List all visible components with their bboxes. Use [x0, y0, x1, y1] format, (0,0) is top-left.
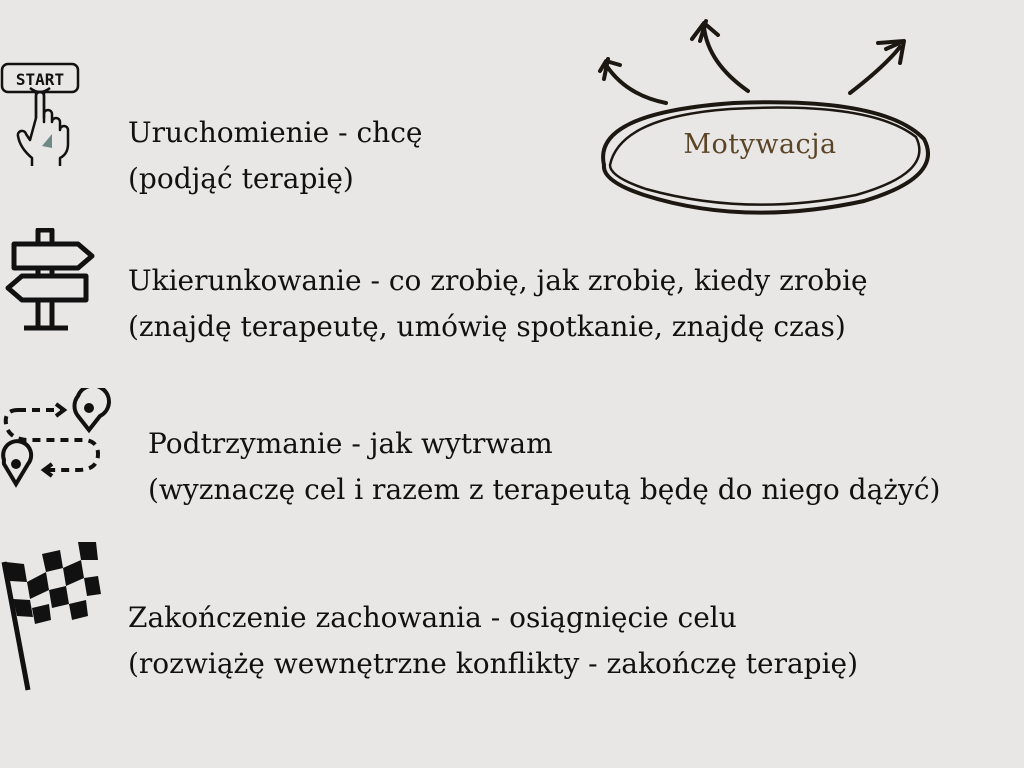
- start-button-icon: [0, 62, 82, 166]
- step-detail: (znajdę terapeutę, umówię spotkanie, znajdę czas): [128, 310, 846, 343]
- step-initiation: [128, 110, 422, 202]
- step-direction: [128, 258, 868, 350]
- step-title: Uruchomienie - chcę: [128, 116, 423, 149]
- step-detail: (podjąć terapię): [128, 162, 354, 195]
- step-detail: (wyznaczę cel i razem z terapeutą będę do niego dążyć): [148, 473, 941, 506]
- step-title: Podtrzymanie - jak wytrwam: [148, 427, 553, 460]
- step-title: Zakończenie zachowania - osiągnięcie celu: [128, 601, 737, 634]
- svg-text:START: START: [15, 70, 65, 89]
- route-icon: [0, 388, 112, 498]
- step-detail: (rozwiążę wewnętrzne konflikty - zakończę terapię): [128, 647, 859, 680]
- step-completion: [128, 595, 858, 687]
- motivation-diagram: [590, 15, 930, 220]
- checkered-flag-icon: [0, 540, 108, 694]
- step-title: Ukierunkowanie - co zrobię, jak zrobię, kiedy zrobię: [128, 264, 868, 297]
- motivation-label: Motywacja: [683, 129, 837, 160]
- signpost-icon: [0, 228, 100, 334]
- step-persistence: [148, 421, 940, 513]
